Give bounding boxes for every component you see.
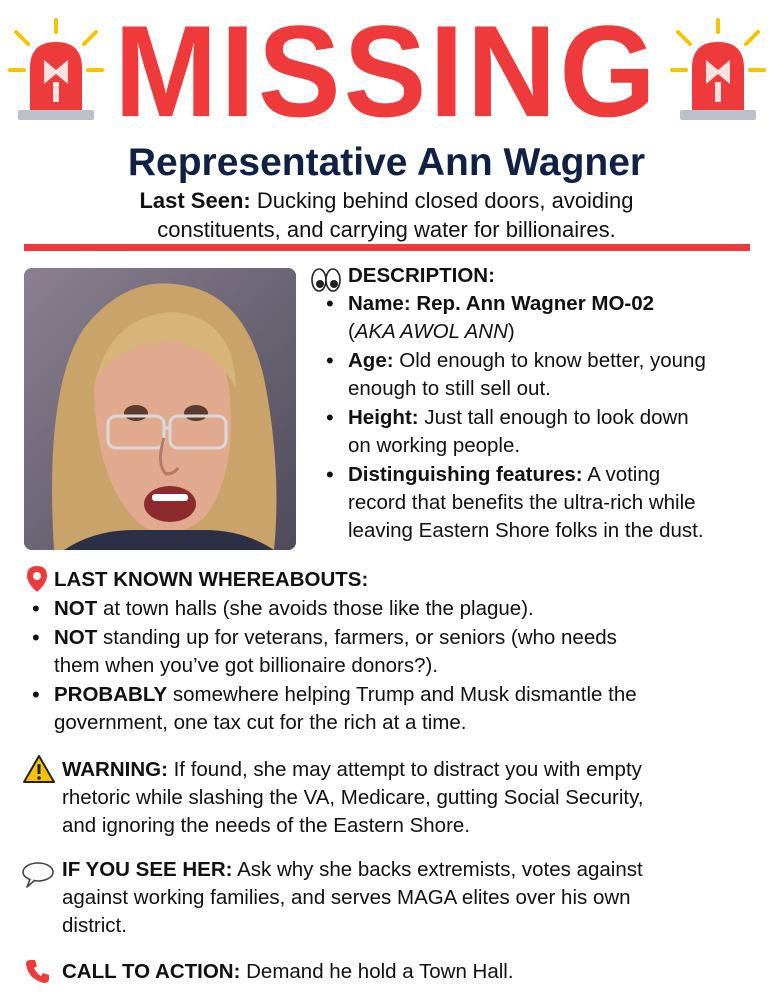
whereabouts-item: NOT standing up for veterans, farmers, or seniors (who needs them when you’ve got billionaire donors?). (54, 626, 617, 677)
last-seen-label: Last Seen: (139, 188, 251, 213)
bullet: • (32, 625, 40, 650)
subtitle: Representative Ann Wagner (127, 141, 646, 184)
portrait-photo (24, 268, 296, 550)
if-you-see-text: IF YOU SEE HER: Ask why she backs extremists, votes against against working families, and serves MAGA elites over his own district. (62, 858, 643, 937)
page-title: MISSING (114, 0, 659, 145)
bullet: • (326, 348, 334, 373)
nickname: AKA AWOL ANN (354, 320, 508, 343)
bullet: • (326, 291, 334, 316)
last-seen-line: Ducking behind closed doors, avoiding (256, 188, 634, 213)
whereabouts-heading: LAST KNOWN WHEREABOUTS: (54, 568, 369, 591)
bullet: • (32, 682, 40, 707)
call-to-action-text: CALL TO ACTION: Demand he hold a Town Hall. (62, 960, 514, 983)
description-features: Distinguishing features: A voting record that benefits the ultra-rich while leaving Eastern Shore folks in the dust. (348, 463, 704, 542)
warning-triangle-icon (22, 754, 56, 784)
bullet: • (326, 462, 334, 487)
whereabouts-item: NOT at town halls (she avoids those like the plague). (54, 597, 534, 620)
description-heading: DESCRIPTION: (348, 264, 495, 287)
last-seen-line: constituents, and carrying water for billionaires. (157, 217, 616, 242)
name-line: Name: Rep. Ann Wagner MO-02 (348, 292, 655, 315)
description-age: Age: Old enough to know better, young enough to still sell out. (348, 349, 706, 400)
last-seen-text (0, 186, 773, 244)
speech-bubble-icon (20, 860, 56, 890)
warning-text: WARNING: If found, she may attempt to distract you with empty rhetoric while slashing the VA, Medicare, gutting Social Security, and ignoring the needs of the Eastern Shore. (62, 758, 644, 837)
description-name: Name: Rep. Ann Wagner MO-02 (AKA AWOL ANN) (348, 292, 655, 343)
bullet: • (326, 405, 334, 430)
bullet: • (32, 596, 40, 621)
whereabouts-item: PROBABLY somewhere helping Trump and Musk dismantle the government, one tax cut for the rich at a time. (54, 683, 637, 734)
phone-icon (24, 957, 52, 985)
divider-bar (24, 244, 750, 251)
location-pin-icon (26, 565, 48, 593)
description-height: Height: Just tall enough to look down on working people. (348, 406, 689, 457)
